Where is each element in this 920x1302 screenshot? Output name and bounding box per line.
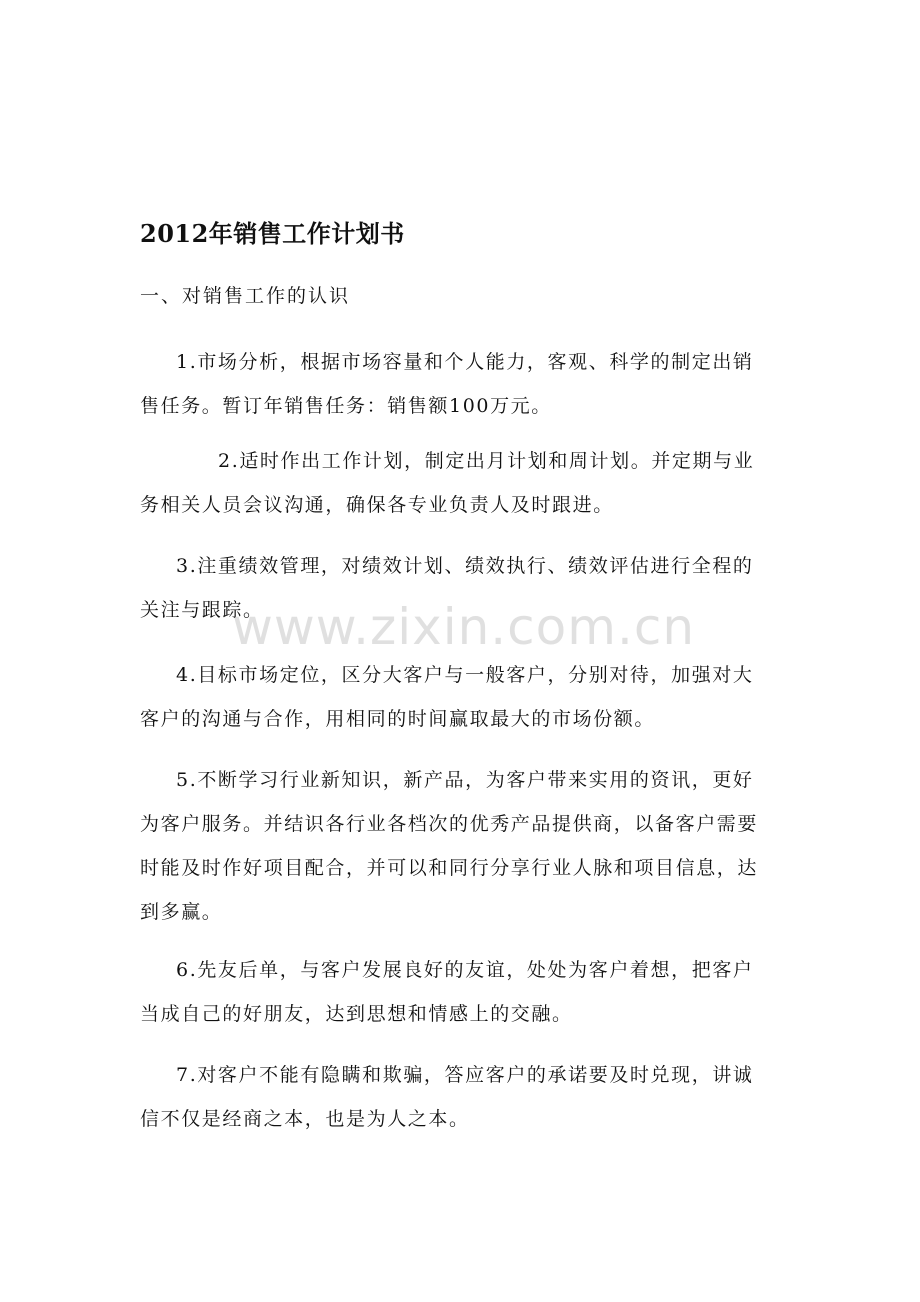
paragraph-line: 务相关人员会议沟通，确保各专业负责人及时跟进。 (140, 494, 614, 516)
paragraph-line: 关注与跟踪。 (140, 599, 264, 621)
paragraph-line: 时能及时作好项目配合，并可以和同行分享行业人脉和项目信息，达 (140, 857, 759, 879)
paragraph-6 (140, 948, 782, 1036)
paragraph-4 (140, 653, 782, 741)
paragraph-line: 4.目标市场定位，区分大客户与一般客户，分别对待，加强对大 (176, 664, 754, 686)
paragraph-line: 7.对客户不能有隐瞒和欺骗，答应客户的承诺要及时兑现，讲诚 (176, 1064, 754, 1086)
paragraph-line: 2.适时作出工作计划，制定出月计划和周计划。并定期与业 (218, 450, 755, 472)
paragraph-line: 1.市场分析，根据市场容量和个人能力，客观、科学的制定出销 (176, 351, 754, 373)
paragraph-line: 到多赢。 (140, 901, 223, 923)
section-heading: 一、对销售工作的认识 (140, 285, 351, 307)
paragraph-line: 6.先友后单，与客户发展良好的友谊，处处为客户着想，把客户 (176, 959, 754, 981)
paragraph-line: 为客户服务。并结识各行业各档次的优秀产品提供商，以备客户需要 (140, 813, 759, 835)
paragraph-1 (140, 340, 782, 428)
paragraph-7 (140, 1053, 782, 1141)
paragraph-line: 当成自己的好朋友，达到思想和情感上的交融。 (140, 1003, 573, 1025)
paragraph-line: 5.不断学习行业新知识，新产品，为客户带来实用的资讯，更好 (176, 769, 754, 791)
paragraph-line: 客户的沟通与合作，用相同的时间赢取最大的市场份额。 (140, 708, 656, 730)
paragraph-line: 信不仅是经商之本，也是为人之本。 (140, 1108, 470, 1130)
paragraph-line: 3.注重绩效管理，对绩效计划、绩效执行、绩效评估进行全程的 (176, 555, 754, 577)
document-title: 2012年销售工作计划书 (140, 219, 405, 248)
watermark: www.zixin.com.cn (232, 598, 696, 656)
paragraph-3 (140, 544, 782, 632)
paragraph-2 (140, 439, 782, 527)
paragraph-line: 售任务。暂订年销售任务：销售额100万元。 (140, 395, 552, 417)
paragraph-5 (140, 758, 782, 934)
